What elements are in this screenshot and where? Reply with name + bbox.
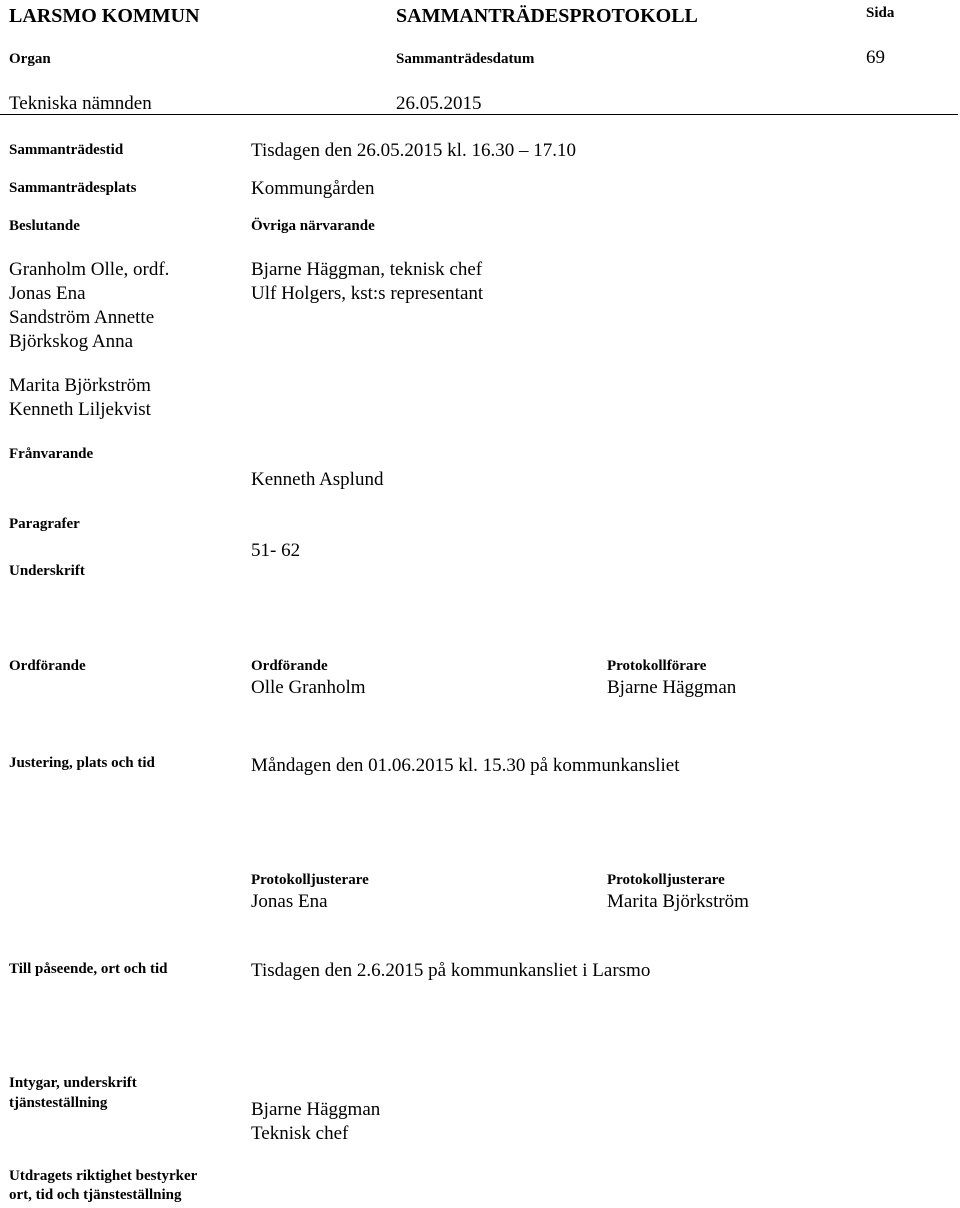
list-item: Sandström Annette: [9, 307, 155, 328]
list-item: Jonas Ena: [9, 283, 86, 304]
header-divider: [0, 114, 958, 115]
chair-label: Ordförande: [251, 658, 328, 674]
others-present-label: Övriga närvarande: [251, 218, 375, 234]
signature-label: Underskrift: [9, 563, 85, 579]
certifier-name: Bjarne Häggman: [251, 1099, 381, 1120]
organ-value: Tekniska nämnden: [9, 93, 152, 114]
chair-name: Olle Granholm: [251, 677, 366, 698]
extract-label-line2: ort, tid och tjänsteställning: [9, 1187, 182, 1203]
meeting-date-value: 26.05.2015: [396, 93, 482, 114]
page-number: 69: [866, 47, 885, 68]
list-item: Bjarne Häggman, teknisk chef: [251, 259, 483, 280]
municipality-name: LARSMO KOMMUN: [9, 5, 200, 27]
list-item: Ulf Holgers, kst:s representant: [251, 283, 484, 304]
adjustment-label: Justering, plats och tid: [9, 755, 155, 771]
list-item: Granholm Olle, ordf.: [9, 259, 170, 280]
absent-value: Kenneth Asplund: [251, 469, 384, 490]
extract-label-line1: Utdragets riktighet bestyrker: [9, 1168, 198, 1184]
deciding-extra-list: [9, 374, 151, 422]
display-label: Till påseende, ort och tid: [9, 961, 168, 977]
absent-label: Frånvarande: [9, 446, 94, 462]
list-item: Björkskog Anna: [9, 331, 134, 352]
certification-label-line1: Intygar, underskrift: [9, 1075, 137, 1091]
deciding-list: [9, 258, 169, 354]
meeting-time-label: Sammanträdestid: [9, 142, 124, 158]
adjuster2-name: Marita Björkström: [607, 891, 749, 912]
adjuster1-name: Jonas Ena: [251, 891, 328, 912]
secretary-label: Protokollförare: [607, 658, 707, 674]
certification-label-line2: tjänsteställning: [9, 1095, 108, 1111]
display-value: Tisdagen den 2.6.2015 på kommunkansliet i Larsmo: [251, 960, 651, 981]
secretary-name: Bjarne Häggman: [607, 677, 737, 698]
document-type: SAMMANTRÄDESPROTOKOLL: [396, 5, 698, 27]
list-item: Kenneth Liljekvist: [9, 399, 151, 420]
chair-left-label: Ordförande: [9, 658, 86, 674]
deciding-label: Beslutande: [9, 218, 80, 234]
page-label: Sida: [866, 5, 895, 21]
paragraphs-value: 51- 62: [251, 540, 301, 561]
certifier-title: Teknisk chef: [251, 1123, 349, 1144]
meeting-place-label: Sammanträdesplats: [9, 180, 137, 196]
organ-label: Organ: [9, 51, 51, 67]
meeting-time-value: Tisdagen den 26.05.2015 kl. 16.30 – 17.10: [251, 140, 576, 161]
adjuster1-label: Protokolljusterare: [251, 872, 369, 888]
meeting-place-value: Kommungården: [251, 178, 375, 199]
meeting-date-label: Sammanträdesdatum: [396, 51, 535, 67]
paragraphs-label: Paragrafer: [9, 516, 80, 532]
adjustment-value: Måndagen den 01.06.2015 kl. 15.30 på kommunkansliet: [251, 755, 680, 776]
others-present-list: [251, 258, 483, 306]
list-item: Marita Björkström: [9, 375, 151, 396]
adjuster2-label: Protokolljusterare: [607, 872, 725, 888]
